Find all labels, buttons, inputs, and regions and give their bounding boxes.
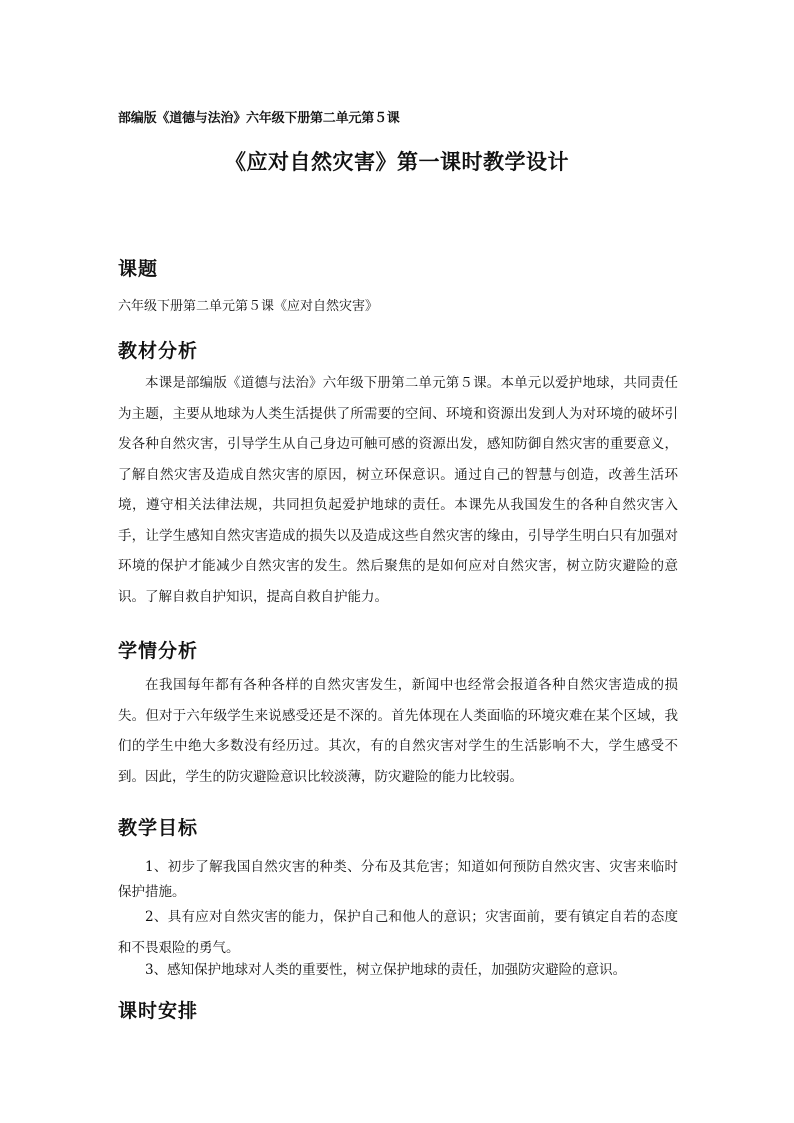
document-subtitle: 部编版《道德与法治》六年级下册第二单元第５课 bbox=[118, 111, 400, 126]
teaching-goal-item: 2、具有应对自然灾害的能力，保护自己和他人的意识；灾害面前，要有镇定自若的态度和不畏艰险的勇气。 bbox=[118, 909, 678, 956]
teaching-goals-heading: 教学目标 bbox=[118, 817, 199, 839]
material-analysis-text: 本课是部编版《道德与法治》六年级下册第二单元第５课。本单元以爱护地球，共同责任为主题，主要从地球为人类生活提供了所需要的空间、环境和资源出发到人为对环境的破坏引发各种自然灾害，引导学生从自己身边可触可感的资源出发，感知防御自然灾害的重要意义，了解自然灾害及造成自然灾害的原因，树立环保意识。通过自己的智慧与创造，改善生活环境，遵守相关法律法规，共同担负起爱护地球的责任。本课先从我国发生的各种自然灾害入手，让学生感知自然灾害造成的损失以及造成这些自然灾害的缘由，引导学生明白只有加强对环境的保护才能减少自然灾害的发生。然后聚焦的是如何应对自然灾害，树立防灾避险的意识。了解自救自护知识，提高自救自护能力。 bbox=[118, 375, 678, 605]
schedule-heading: 课时安排 bbox=[118, 1000, 199, 1022]
learner-analysis-text: 在我国每年都有各种各样的自然灾害发生，新闻中也经常会报道各种自然灾害造成的损失。但对于六年级学生来说感受还是不深的。首先体现在人类面临的环境灾难在某个区域，我们的学生中绝大多数没有经历过。其次，有的自然灾害对学生的生活影响不大，学生感受不到。因此，学生的防灾避险意识比较淡薄，防灾避险的能力比较弱。 bbox=[118, 677, 678, 785]
topic-heading: 课题 bbox=[118, 258, 159, 280]
learner-analysis-heading: 学情分析 bbox=[118, 640, 199, 662]
teaching-goal-item: 3、感知保护地球对人类的重要性，树立保护地球的责任，加强防灾避险的意识。 bbox=[145, 962, 627, 978]
teaching-goal-item: 1、初步了解我国自然灾害的种类、分布及其危害；知道如何预防自然灾害、灾害来临时保护措施。 bbox=[118, 859, 678, 900]
material-analysis-heading: 教材分析 bbox=[118, 340, 199, 362]
document-title: 《应对自然灾害》第一课时教学设计 bbox=[225, 149, 569, 174]
topic-text: 六年级下册第二单元第５课《应对自然灾害》 bbox=[118, 299, 379, 314]
